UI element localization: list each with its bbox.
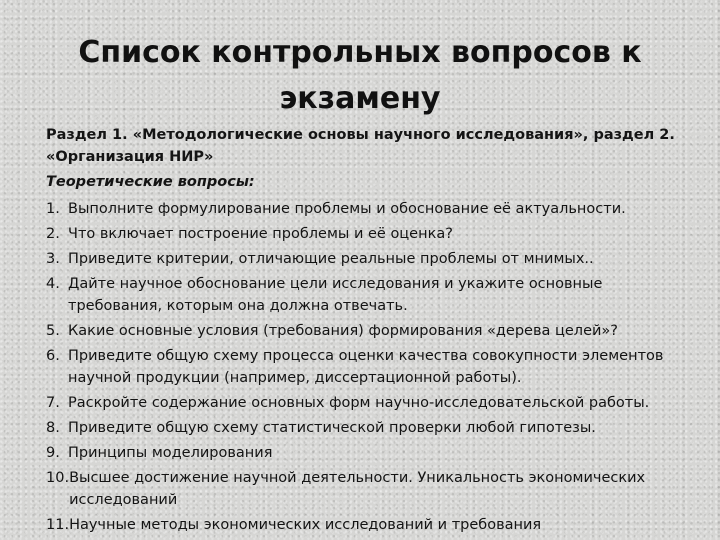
- list-item: [46, 320, 694, 342]
- list-item: [46, 345, 694, 389]
- item-number: 7.: [46, 395, 60, 411]
- list-item: [46, 198, 694, 220]
- list-item: [46, 514, 694, 536]
- list-item: [46, 223, 694, 245]
- item-text: Дайте научное обоснование цели исследования и укажите основные требования, которым она должна отвечать.: [68, 276, 603, 314]
- item-text: Приведите общую схему процесса оценки качества совокупности элементов научной продукции (например, диссертационной работы).: [68, 348, 664, 386]
- item-number: 5.: [46, 323, 60, 339]
- item-text: Приведите критерии, отличающие реальные проблемы от мнимых..: [68, 251, 594, 267]
- item-number: 11.: [46, 517, 70, 533]
- item-number: 1.: [46, 201, 60, 217]
- item-number: 2.: [46, 226, 60, 242]
- list-item: [46, 392, 694, 414]
- item-number: 9.: [46, 445, 60, 461]
- slide-content: [46, 124, 694, 539]
- item-text: Что включает построение проблемы и её оценка?: [68, 226, 453, 242]
- item-text: Раскройте содержание основных форм научно-исследовательской работы.: [68, 395, 650, 411]
- item-text: Выполните формулирование проблемы и обоснование её актуальности.: [68, 201, 626, 217]
- item-text: Какие основные условия (требования) формирования «дерева целей»?: [68, 323, 618, 339]
- item-number: 4.: [46, 276, 60, 292]
- list-item: [46, 273, 694, 317]
- list-item: [46, 417, 694, 439]
- section-heading: Раздел 1. «Методологические основы научного исследования», раздел 2. «Организация НИР»: [46, 127, 675, 165]
- list-item: [46, 248, 694, 270]
- item-number: 6.: [46, 348, 60, 364]
- item-number: 8.: [46, 420, 60, 436]
- item-text: Приведите общую схему статистической проверки любой гипотезы.: [68, 420, 596, 436]
- item-number: 10.: [46, 470, 70, 486]
- questions-subheading: Теоретические вопросы:: [46, 174, 255, 190]
- item-number: 3.: [46, 251, 60, 267]
- list-item: [46, 467, 694, 511]
- item-text: Принципы моделирования: [68, 445, 273, 461]
- list-item: [46, 442, 694, 464]
- slide-title: Список контрольных вопросов к экзамену: [78, 35, 642, 116]
- item-text: Высшее достижение научной деятельности. Уникальность экономических исследований: [69, 470, 646, 508]
- questions-list: [46, 198, 694, 536]
- item-text: Научные методы экономических исследований и требования: [69, 517, 542, 533]
